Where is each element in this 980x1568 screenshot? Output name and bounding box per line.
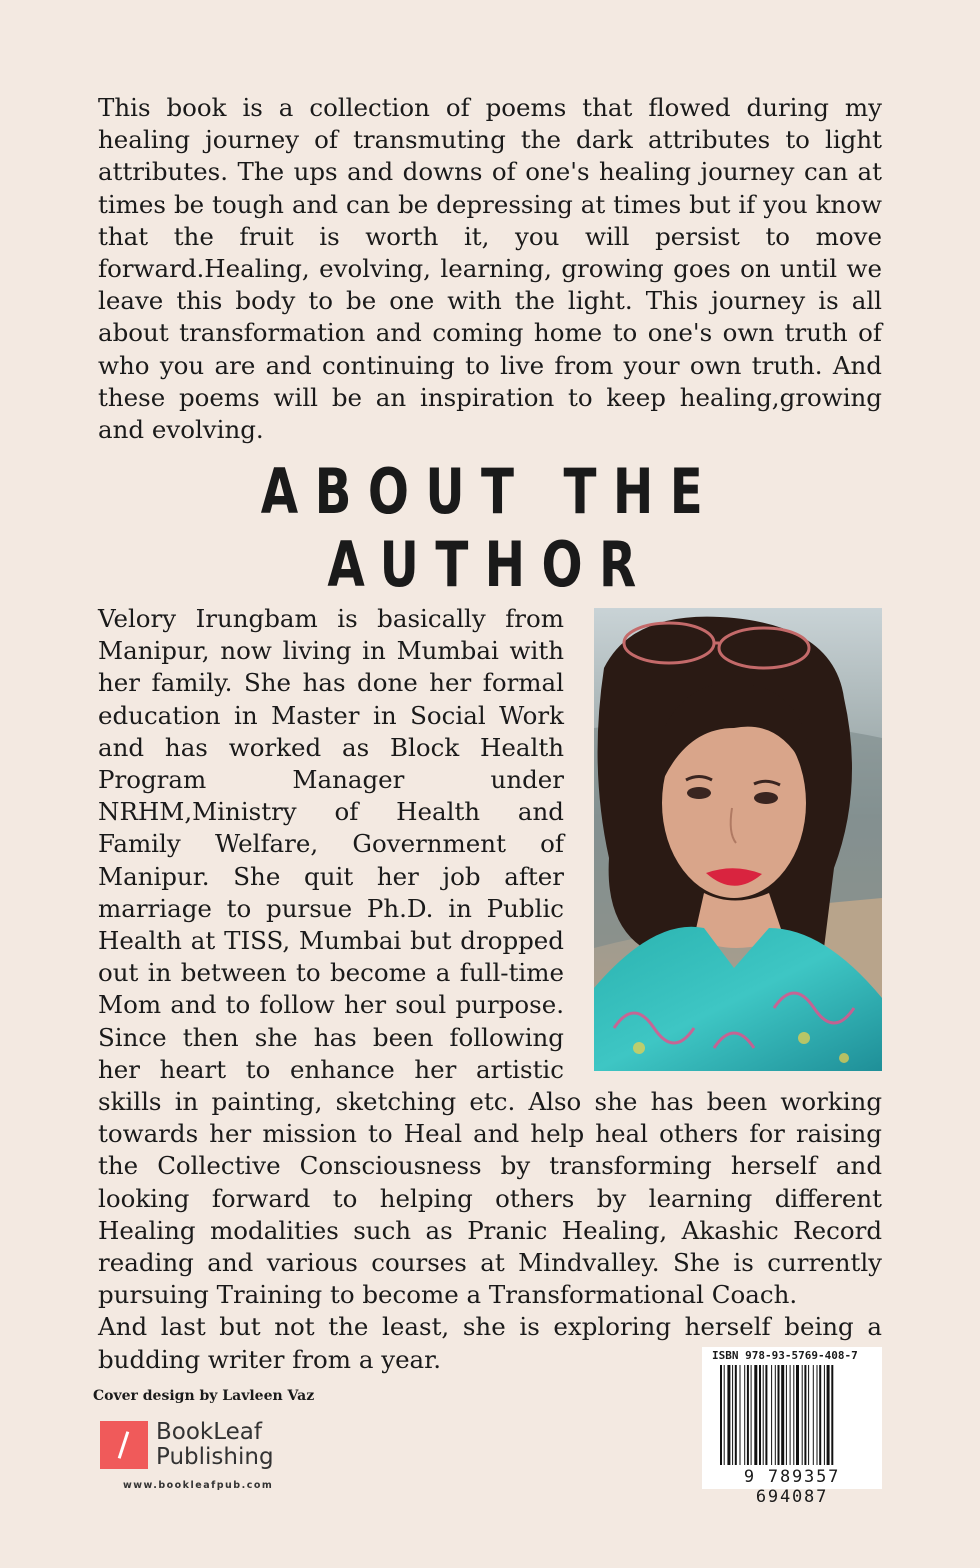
bookleaf-logo-icon <box>100 1421 148 1469</box>
book-blurb: This book is a collection of poems that flowed during my healing journey of transmuting the dark attributes to light attributes. The ups and downs of one's healing journey can at times be tough and can be depressing at times but if you know that the fruit is worth it, you will persist to move forward.Healing, evolving, learning, growing goes on until we leave this body to be one with the light. This journey is all about transformation and coming home to one's own truth of who you are and continuing to live from your own truth. And these poems will be an inspiration to keep healing,growing and evolving. <box>98 93 882 445</box>
author-bio-section <box>98 603 882 1376</box>
isbn-barcode <box>702 1347 882 1507</box>
publisher-logo <box>100 1420 274 1470</box>
about-the-author-heading: ABOUT THE AUTHOR <box>260 455 720 601</box>
publisher-url: www.bookleafpub.com <box>123 1480 274 1491</box>
author-photo <box>594 608 882 1071</box>
author-bio-text: Velory Irungbam is basically from Manipur, now living in Mumbai with her family. She has done her formal education in Master in Social Work and has worked as Block Health Program Manager under NRHM,Ministry of Health and Family Welfare, Government of Manipur. She quit her job after marriage to pursue Ph.D. in Public Health at TISS, Mumbai but dropped out in between to become a full-time Mom and to follow her soul purpose. Since then she has been following her heart to enhance her artistic skills in painting, sketching etc. Also she has been working towards her mission to Heal and help heal others for raising the Collective Consciousness by transforming herself and looking forward to helping others by learning different Healing modalities such as Pranic Healing, Akashic Record reading and various courses at Mindvalley. She is currently pursuing Training to become a Transformational Coach. <box>98 604 882 1310</box>
barcode-bars <box>720 1365 866 1465</box>
publisher-name-line1: BookLeaf <box>156 1419 262 1445</box>
isbn-label: ISBN 978-93-5769-408-7 <box>712 1349 858 1362</box>
publisher-name-line2: Publishing <box>156 1444 274 1470</box>
author-bio-closing: And last but not the least, she is exploring herself being a budding writer from a year. <box>98 1312 882 1374</box>
barcode-digits: 9 789357 694087 <box>743 1467 841 1507</box>
cover-design-credit: Cover design by Lavleen Vaz <box>93 1388 315 1404</box>
